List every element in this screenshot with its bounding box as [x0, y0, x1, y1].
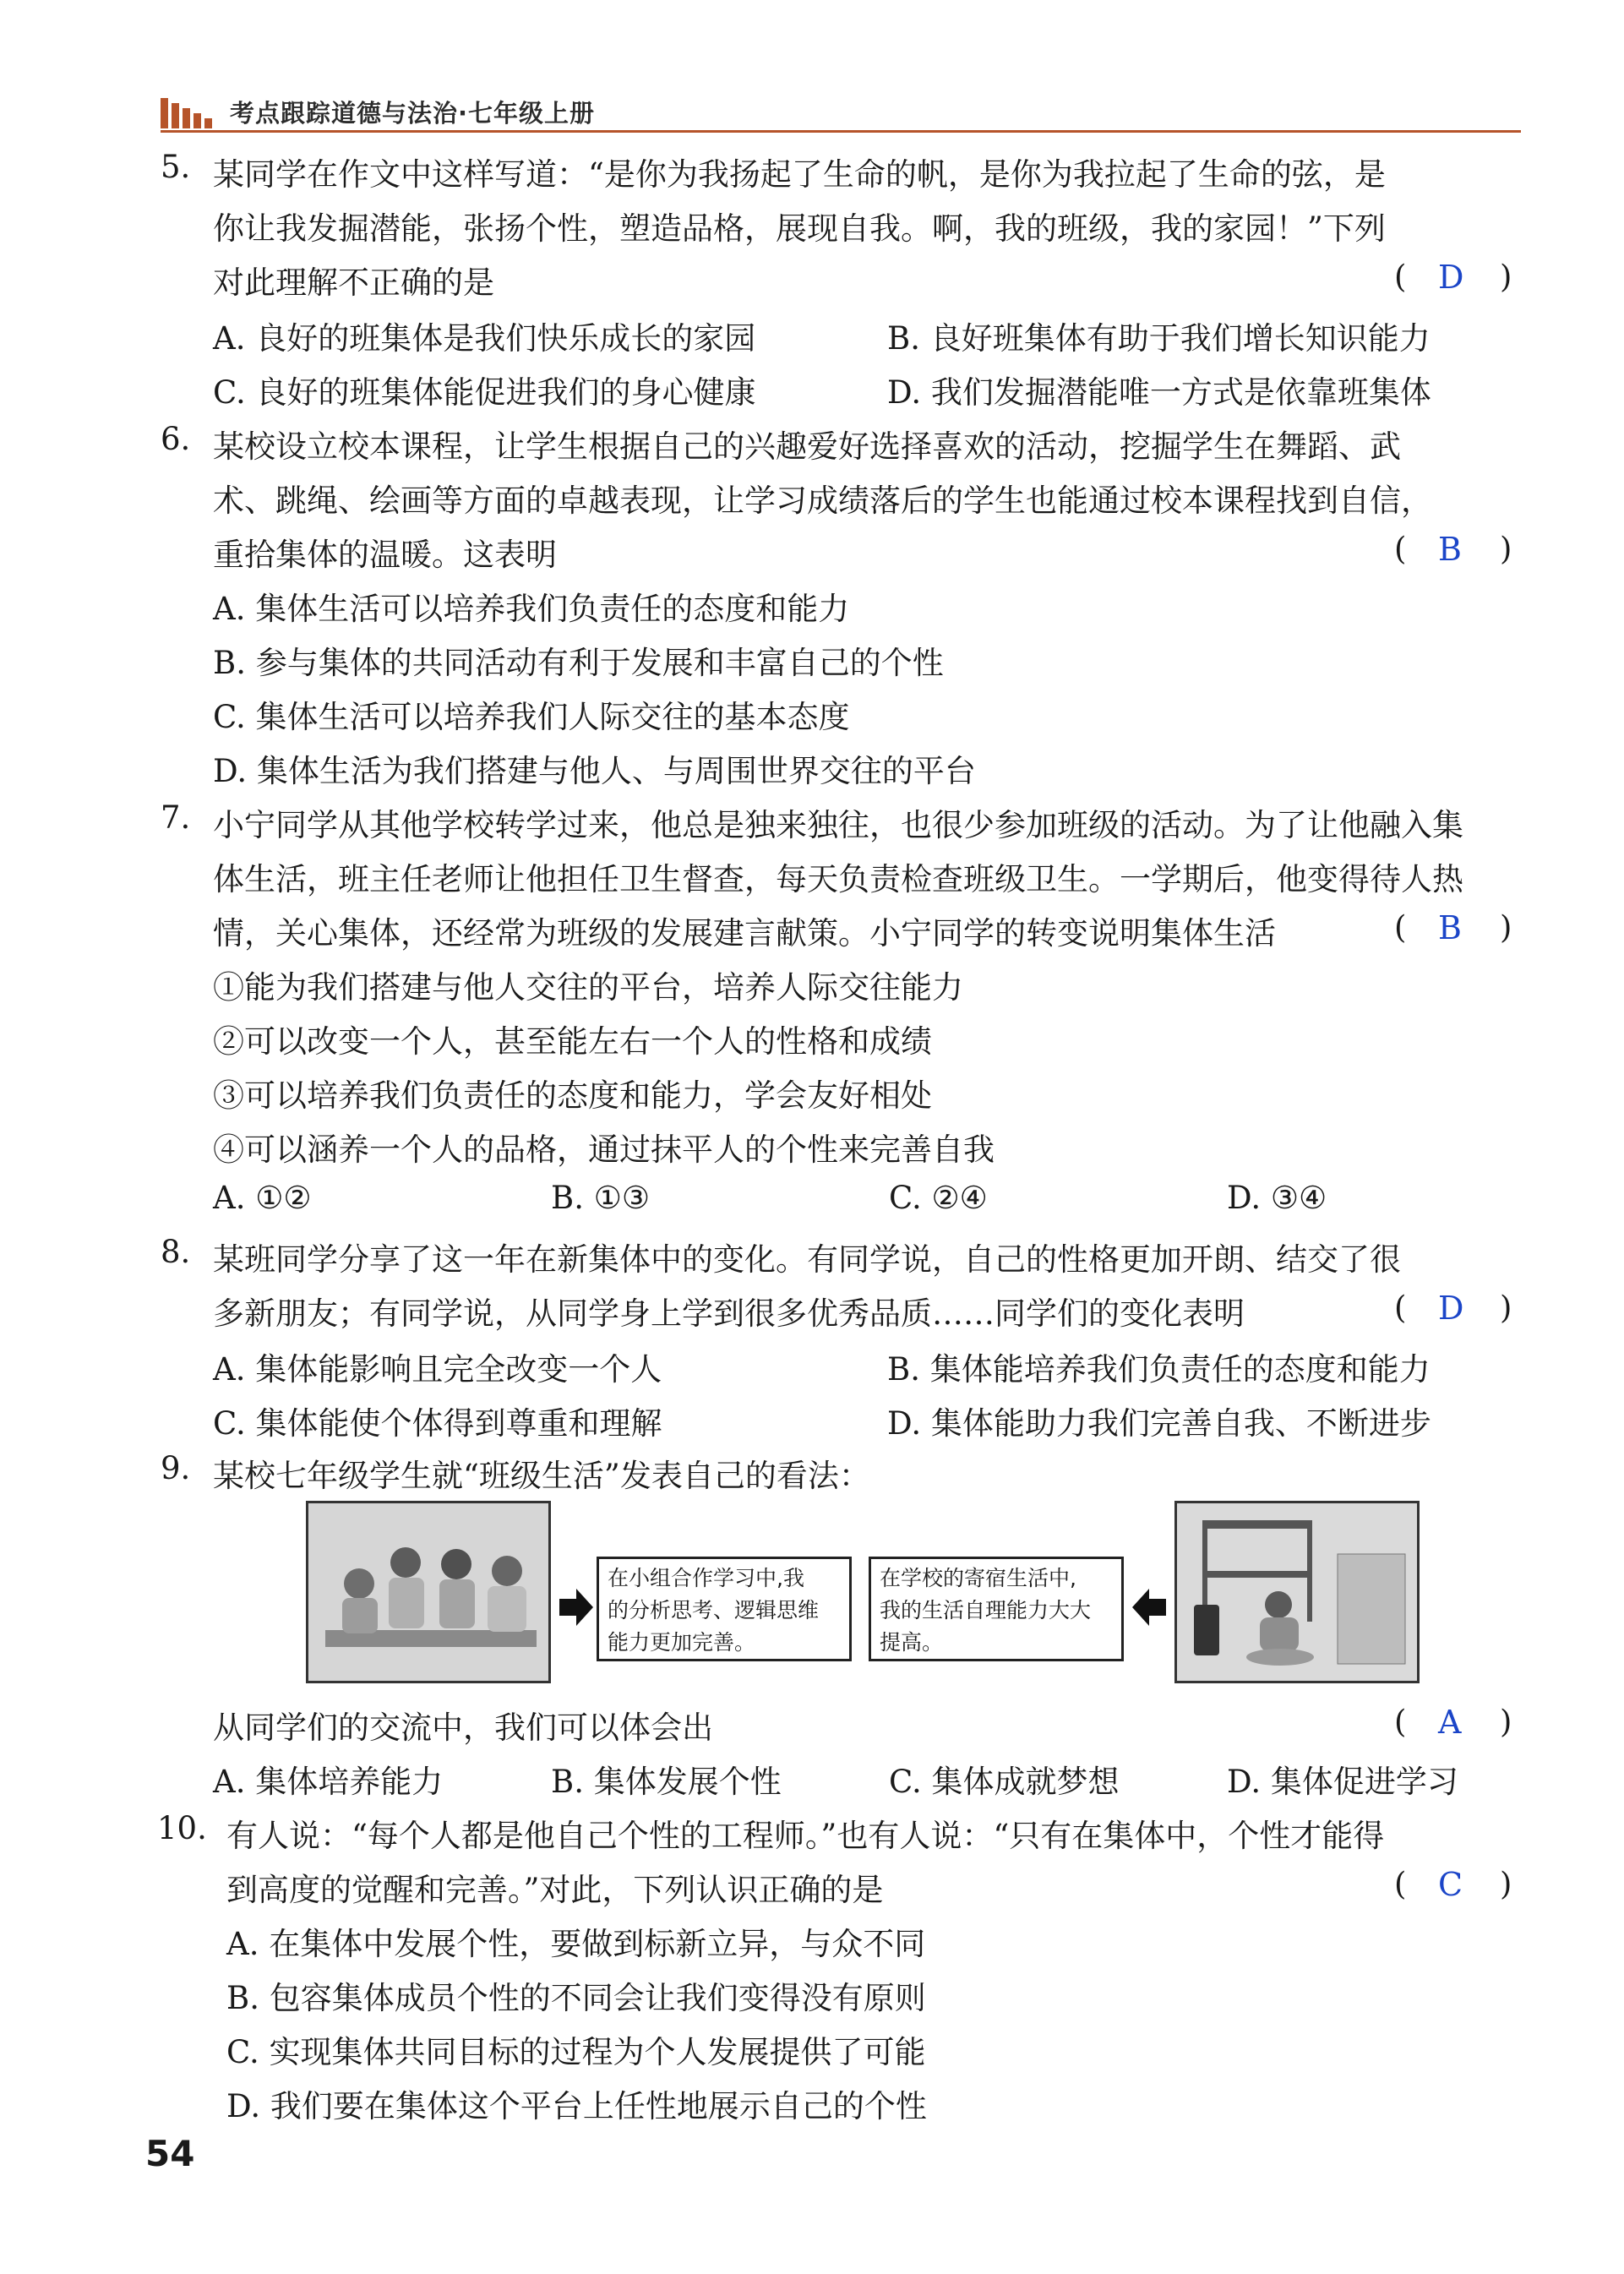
- option: B. 集体能培养我们负责任的态度和能力: [887, 1351, 1431, 1388]
- speech-line: 在小组合作学习中,我: [608, 1566, 804, 1590]
- option: C. 实现集体共同目标的过程为个人发展提供了可能: [226, 2034, 926, 2070]
- answer: A: [1438, 1704, 1462, 1741]
- student-washing-clothes-icon: [1177, 1503, 1417, 1681]
- students-discussing-icon: [308, 1503, 548, 1681]
- option: C. 集体生活可以培养我们人际交往的基本态度: [213, 699, 850, 735]
- question-text: 对此理解不正确的是: [213, 264, 494, 301]
- option: A. ①②: [213, 1180, 312, 1216]
- option: C. 集体能使个体得到尊重和理解: [213, 1405, 662, 1442]
- question-text: 你让我发掘潜能，张扬个性，塑造品格，展现自我。啊，我的班级，我的家园！”下列: [213, 210, 1386, 247]
- page-number: 54: [145, 2133, 195, 2174]
- speech-line: 的分析思考、逻辑思维: [608, 1598, 820, 1622]
- question-text: 到高度的觉醒和完善。”对此，下列认识正确的是: [226, 1872, 884, 1908]
- option: A. 集体能影响且完全改变一个人: [213, 1351, 662, 1388]
- header-divider: [161, 130, 1521, 133]
- option: B. 包容集体成员个性的不同会让我们变得没有原则: [226, 1980, 926, 2016]
- bar-logo-icon: [161, 95, 220, 128]
- option: B. 良好班集体有助于我们增长知识能力: [887, 320, 1431, 357]
- question-number: 7.: [161, 799, 191, 836]
- option: C. 集体成就梦想: [889, 1764, 1120, 1800]
- arrow-right-icon: [559, 1589, 593, 1626]
- speech-line: 能力更加完善。: [608, 1630, 756, 1655]
- question-text: 某校设立校本课程，让学生根据自己的兴趣爱好选择喜欢的活动，挖掘学生在舞蹈、武: [213, 428, 1401, 465]
- question-text: 某同学在作文中这样写道：“是你为我扬起了生命的帆，是你为我拉起了生命的弦，是: [213, 156, 1386, 193]
- option: A. 在集体中发展个性，要做到标新立异，与众不同: [226, 1926, 926, 1962]
- question-text: 某班同学分享了这一年在新集体中的变化。有同学说，自己的性格更加开朗、结交了很: [213, 1241, 1401, 1278]
- question-text: 小宁同学从其他学校转学过来，他总是独来独往，也很少参加班级的活动。为了让他融入集: [213, 807, 1463, 843]
- question-number: 5.: [161, 149, 191, 185]
- statement: ②可以改变一个人，甚至能左右一个人的性格和成绩: [213, 1023, 932, 1060]
- answer: D: [1438, 1290, 1464, 1327]
- option: B. ①③: [551, 1180, 651, 1216]
- speech-line: 提高。: [880, 1630, 944, 1655]
- answer: B: [1438, 909, 1462, 946]
- option: D. 我们发掘潜能唯一方式是依靠班集体: [887, 374, 1431, 411]
- option: D. 集体生活为我们搭建与他人、与周围世界交往的平台: [213, 753, 976, 789]
- answer: D: [1438, 259, 1464, 296]
- statement: ③可以培养我们负责任的态度和能力，学会友好相处: [213, 1077, 932, 1114]
- answer: C: [1438, 1866, 1463, 1903]
- statement: ④可以涵养一个人的品格，通过抹平人的个性来完善自我: [213, 1132, 995, 1168]
- question-text: 重拾集体的温暖。这表明: [213, 537, 557, 573]
- option: A. 集体生活可以培养我们负责任的态度和能力: [213, 591, 850, 627]
- option: B. 参与集体的共同活动有利于发展和丰富自己的个性: [213, 645, 944, 681]
- illustration-strip: [306, 1501, 1420, 1685]
- question-text: 多新朋友；有同学说，从同学身上学到很多优秀品质……同学们的变化表明: [213, 1295, 1245, 1332]
- option: D. ③④: [1227, 1180, 1327, 1216]
- question-number: 10.: [157, 1810, 207, 1846]
- question-text: 某校七年级学生就“班级生活”发表自己的看法：: [213, 1458, 870, 1494]
- option: A. 集体培养能力: [213, 1764, 444, 1800]
- page-header: [161, 91, 1521, 132]
- book-title: 考点跟踪道德与法治·七年级上册: [230, 99, 596, 128]
- question-number: 9.: [161, 1450, 191, 1486]
- question-number: 6.: [161, 421, 191, 457]
- speech-line: 我的生活自理能力大大: [880, 1598, 1092, 1622]
- option: B. 集体发展个性: [551, 1764, 782, 1800]
- dormitory-illustration: [1174, 1501, 1420, 1683]
- group-study-illustration: [306, 1501, 551, 1683]
- question-text: 术、跳绳、绘画等方面的卓越表现，让学习成绩落后的学生也能通过校本课程找到自信，: [213, 483, 1432, 519]
- question-number: 8.: [161, 1234, 191, 1270]
- arrow-left-icon: [1132, 1589, 1166, 1626]
- speech-box-left: [597, 1557, 852, 1661]
- option: D. 我们要在集体这个平台上任性地展示自己的个性: [226, 2088, 927, 2124]
- statement: ①能为我们搭建与他人交往的平台，培养人际交往能力: [213, 969, 963, 1006]
- answer: B: [1438, 531, 1462, 568]
- option: D. 集体能助力我们完善自我、不断进步: [887, 1405, 1431, 1442]
- option: D. 集体促进学习: [1227, 1764, 1458, 1800]
- speech-line: 在学校的寄宿生活中,: [880, 1566, 1076, 1590]
- question-text: 体生活，班主任老师让他担任卫生督查，每天负责检查班级卫生。一学期后，他变得待人热: [213, 861, 1463, 897]
- speech-box-right: [869, 1557, 1124, 1661]
- question-text: 从同学们的交流中，我们可以体会出: [213, 1710, 713, 1746]
- option: A. 良好的班集体是我们快乐成长的家园: [213, 320, 756, 357]
- option: C. 良好的班集体能促进我们的身心健康: [213, 374, 756, 411]
- question-text: 情，关心集体，还经常为班级的发展建言献策。小宁同学的转变说明集体生活: [213, 915, 1276, 952]
- question-text: 有人说：“每个人都是他自己个性的工程师。”也有人说：“只有在集体中，个性才能得: [226, 1818, 1385, 1854]
- option: C. ②④: [889, 1180, 988, 1216]
